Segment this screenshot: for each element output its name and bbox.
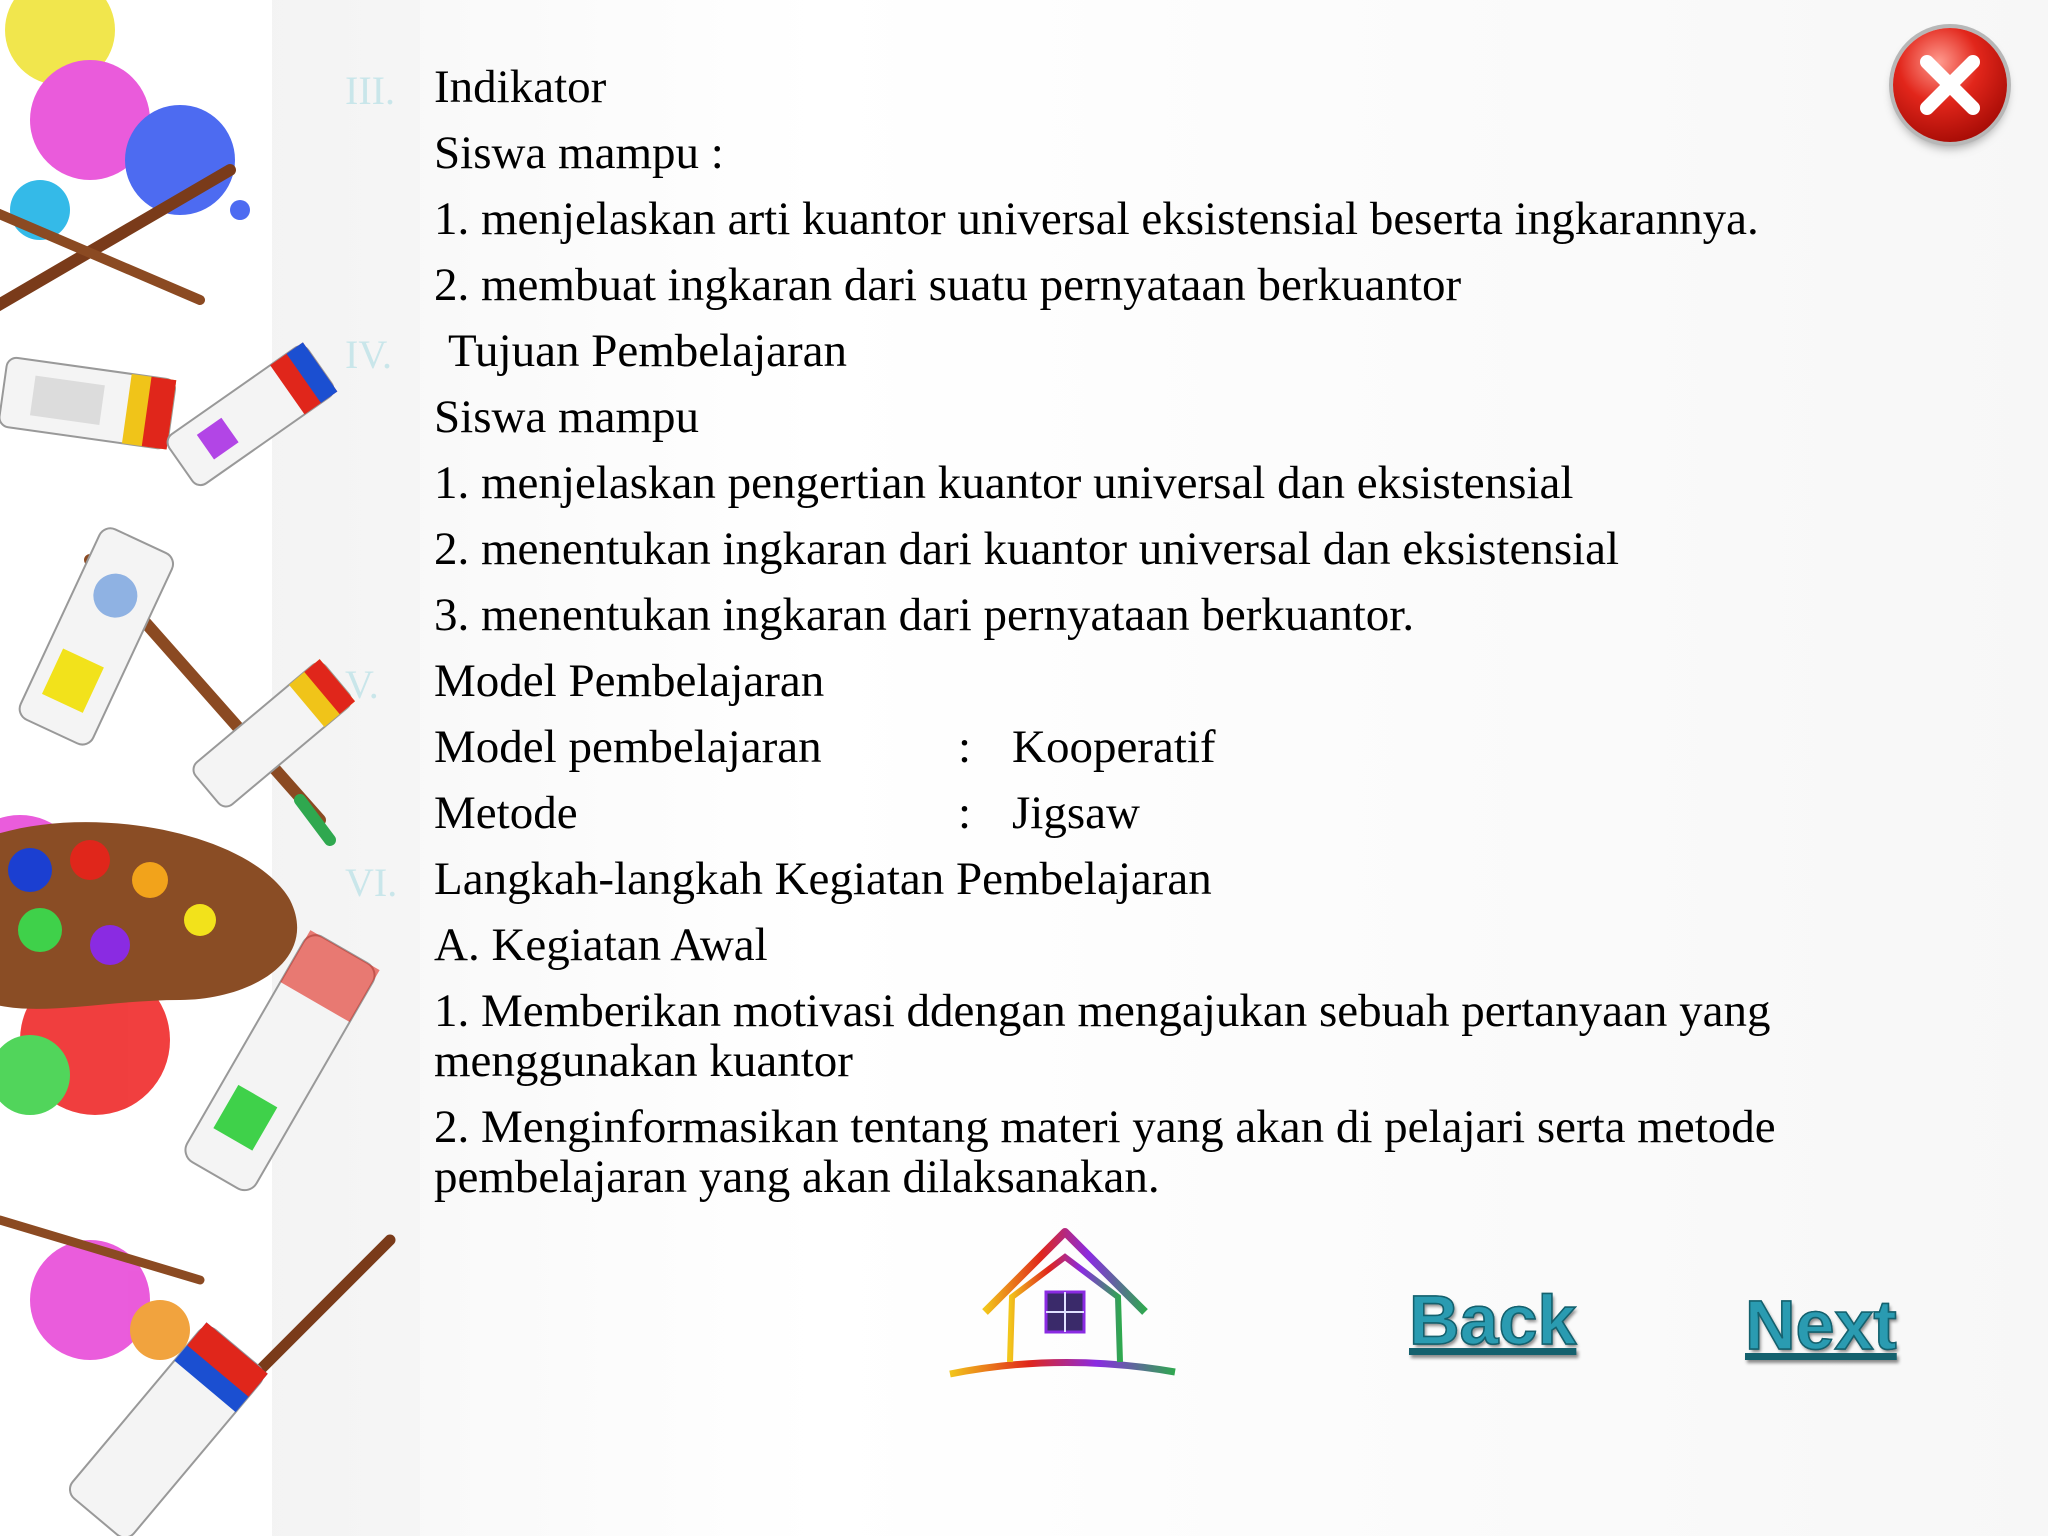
list-item: 2. Menginformasikan tentang materi yang akan di pelajari serta metode pembelajaran yang akan dilaksanakan. (434, 1101, 1776, 1203)
list-item: 2. menentukan ingkaran dari kuantor universal dan eksistensial (434, 523, 1620, 575)
list-item: 1. menjelaskan pengertian kuantor universal dan eksistensial (434, 457, 1574, 509)
home-button[interactable] (940, 1222, 1185, 1394)
paint-art-decoration (0, 0, 420, 1536)
section-numeral: V. (345, 662, 379, 707)
list-item: 3. menentukan ingkaran dari pernyataan berkuantor. (434, 589, 1415, 641)
indikator-intro: Siswa mampu : (434, 127, 724, 179)
model-row-label: Metode (434, 787, 578, 839)
list-item: 1. menjelaskan arti kuantor universal eksistensial beserta ingkarannya. (434, 193, 1759, 245)
section-heading-model: Model Pembelajaran (434, 655, 825, 707)
model-row-value: Jigsaw (1012, 787, 1140, 839)
section-numeral: III. (345, 68, 395, 113)
tujuan-intro: Siswa mampu (434, 391, 700, 443)
next-link[interactable]: Next (1745, 1286, 1897, 1364)
model-row-value: Kooperatif (1012, 721, 1216, 773)
section-heading-langkah: Langkah-langkah Kegiatan Pembelajaran (434, 853, 1212, 905)
section-numeral: IV. (345, 332, 393, 377)
list-item: 1. Memberikan motivasi ddengan mengajukan sebuah pertanyaan yang menggunakan kuantor (434, 985, 1771, 1087)
model-row-colon: : (958, 721, 972, 773)
house-icon (940, 1222, 1185, 1394)
section-heading-indikator: Indikator (434, 61, 607, 113)
list-item: 2. membuat ingkaran dari suatu pernyataan berkuantor (434, 259, 1462, 311)
section-numeral: VI. (345, 860, 398, 905)
model-row-label: Model pembelajaran (434, 721, 822, 773)
back-link[interactable]: Back (1409, 1281, 1577, 1359)
section-heading-tujuan: Tujuan Pembelajaran (448, 325, 847, 377)
model-row-colon: : (958, 787, 972, 839)
close-icon (1893, 28, 2007, 142)
langkah-subheading: A. Kegiatan Awal (434, 919, 768, 971)
close-button[interactable] (1893, 28, 2007, 142)
